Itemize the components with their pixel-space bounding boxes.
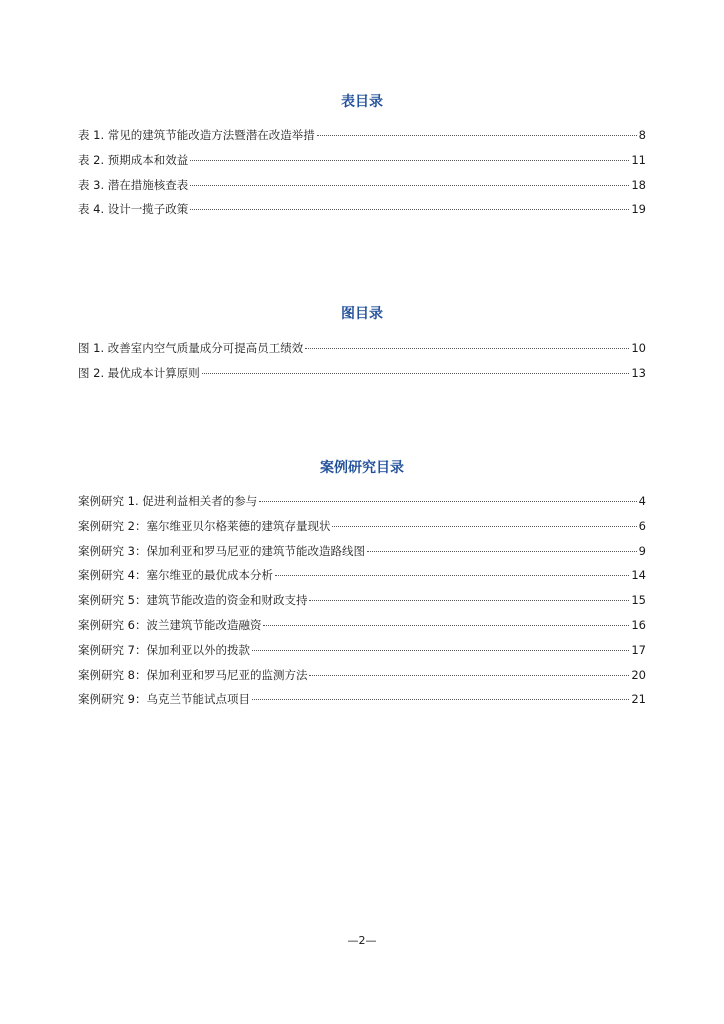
dot-leader (263, 621, 629, 626)
dot-leader (190, 205, 629, 210)
toc-entry-page: 9 (638, 543, 646, 558)
dot-leader (259, 497, 636, 502)
toc-entry-case-4[interactable] (78, 563, 646, 588)
toc-entry-page: 13 (631, 365, 646, 380)
toc-entry-label: 案例研究 1. 促进利益相关者的参与 (78, 494, 258, 508)
list-of-figures (78, 336, 646, 386)
toc-entry-page: 4 (638, 494, 646, 508)
toc-entry-figure-1[interactable] (78, 336, 646, 361)
toc-entry-table-2[interactable] (78, 148, 646, 173)
toc-entry-page: 6 (638, 518, 646, 533)
toc-entry-figure-2[interactable] (78, 361, 646, 386)
list-of-case-studies-title: 案例研究目录 (320, 460, 404, 476)
list-of-tables (78, 123, 646, 222)
dot-leader (305, 344, 629, 349)
toc-entry-label: 表 1. 常见的建筑节能改造方法暨潜在改造举措 (78, 128, 315, 142)
toc-entry-label: 案例研究 8：保加利亚和罗马尼亚的监测方法 (78, 667, 308, 682)
list-of-tables-title: 表目录 (341, 94, 383, 110)
toc-entry-label: 案例研究 5：建筑节能改造的资金和财政支持 (78, 593, 308, 608)
toc-entry-page: 11 (631, 152, 646, 167)
toc-entry-page: 16 (631, 617, 646, 632)
toc-entry-page: 17 (631, 642, 646, 657)
dot-leader (202, 369, 630, 374)
toc-entry-label: 表 3. 潜在措施核查表 (78, 177, 189, 192)
dot-leader (367, 547, 637, 552)
toc-entry-label: 表 4. 设计一揽子政策 (78, 202, 189, 217)
toc-entry-page: 21 (631, 692, 646, 707)
toc-entry-page: 10 (631, 341, 646, 355)
toc-entry-case-8[interactable] (78, 663, 646, 688)
dot-leader (252, 646, 629, 651)
dot-leader (309, 596, 629, 601)
toc-entry-case-1[interactable] (78, 489, 646, 514)
dot-leader (252, 695, 629, 700)
toc-entry-page: 14 (631, 568, 646, 583)
toc-entry-case-2[interactable] (78, 514, 646, 539)
toc-entry-table-1[interactable] (78, 123, 646, 148)
list-of-case-studies (78, 489, 646, 712)
toc-entry-label: 案例研究 3：保加利亚和罗马尼亚的建筑节能改造路线图 (78, 543, 365, 558)
toc-entry-label: 案例研究 2：塞尔维亚贝尔格莱德的建筑存量现状 (78, 518, 331, 533)
toc-entry-label: 图 1. 改善室内空气质量成分可提高员工绩效 (78, 341, 304, 355)
list-of-figures-title: 图目录 (341, 306, 383, 322)
toc-entry-label: 案例研究 4：塞尔维亚的最优成本分析 (78, 568, 273, 583)
toc-entry-table-3[interactable] (78, 173, 646, 198)
toc-entry-page: 19 (631, 202, 646, 217)
dot-leader (190, 181, 629, 186)
toc-entry-case-7[interactable] (78, 638, 646, 663)
dot-leader (309, 671, 629, 676)
toc-entry-page: 20 (631, 667, 646, 682)
list-of-case-studies-section (78, 458, 646, 712)
toc-entry-case-6[interactable] (78, 613, 646, 638)
toc-entry-case-9[interactable] (78, 687, 646, 712)
dot-leader (317, 131, 637, 136)
toc-entry-page: 8 (638, 128, 646, 142)
dot-leader (275, 571, 629, 576)
toc-entry-case-5[interactable] (78, 588, 646, 613)
dot-leader (332, 522, 636, 527)
toc-entry-label: 图 2. 最优成本计算原则 (78, 365, 200, 380)
toc-entry-label: 表 2. 预期成本和效益 (78, 152, 189, 167)
list-of-tables-section (78, 92, 646, 222)
dot-leader (190, 156, 629, 161)
toc-entry-case-3[interactable] (78, 539, 646, 564)
page-number: —2— (347, 934, 377, 947)
toc-entry-label: 案例研究 9：乌克兰节能试点项目 (78, 692, 250, 707)
toc-entry-page: 15 (631, 593, 646, 608)
toc-entry-label: 案例研究 6：波兰建筑节能改造融资 (78, 617, 262, 632)
toc-entry-page: 18 (631, 177, 646, 192)
toc-entry-label: 案例研究 7：保加利亚以外的拨款 (78, 642, 250, 657)
list-of-figures-section (78, 304, 646, 386)
toc-entry-table-4[interactable] (78, 197, 646, 222)
